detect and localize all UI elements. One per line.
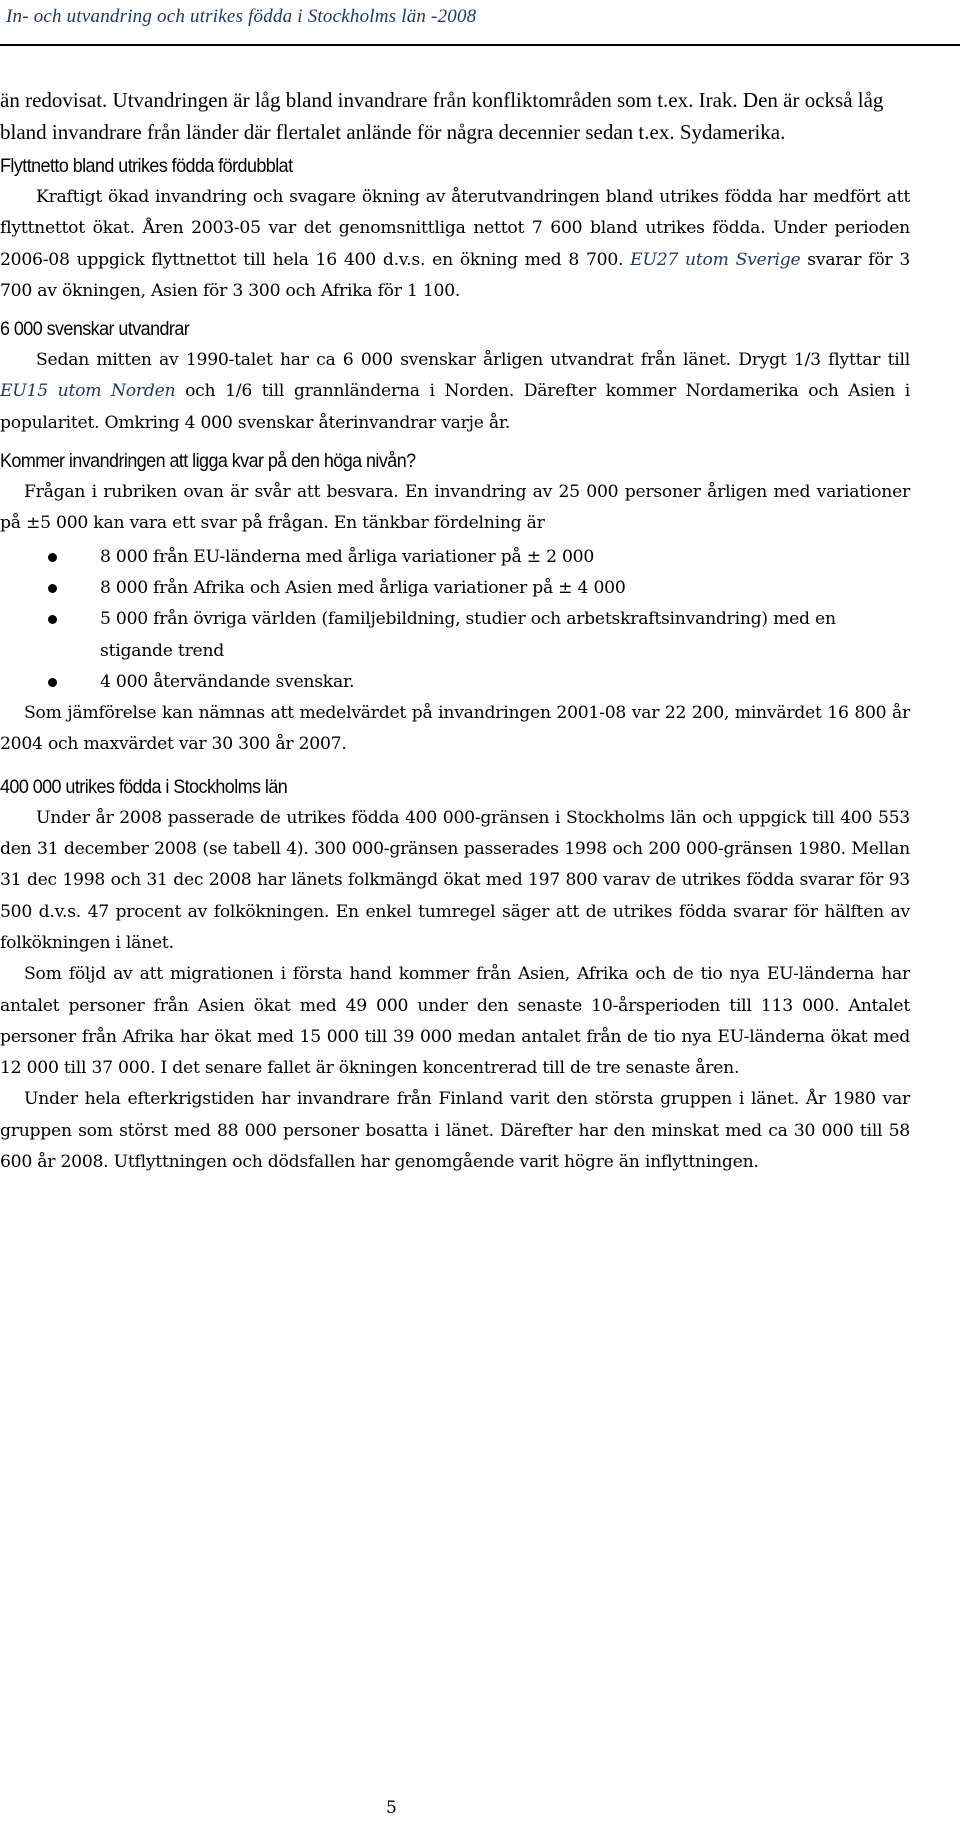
section-heading-flyttnetto: Flyttnetto bland utrikes födda fördubblat: [0, 155, 293, 177]
list-item-text: 5 000 från övriga världen (familjebildning, studier och arbetskraftsinvandring) med en stigande trend: [100, 609, 836, 661]
paragraph-invandringen: Frågan i rubriken ovan är svår att besvara. En invandring av 25 000 personer årligen med variationer på ±5 000 kan vara ett svar på frågan. En tänkbar fördelning är: [0, 482, 910, 534]
list-item: [0, 604, 910, 667]
list-item-text: 8 000 från EU-länderna med årliga variationer på ± 2 000: [100, 546, 595, 567]
italic-term: EU27 utom Sverige: [630, 249, 801, 270]
section-heading-svenskar: 6 000 svenskar utvandrar: [0, 318, 190, 341]
distribution-list: [0, 542, 910, 698]
paragraph-svenskar: [0, 345, 910, 439]
running-header: In- och utvandring och utrikes födda i Stockholms län -2008: [6, 6, 477, 27]
section-heading-utrikes-fodda: 400 000 utrikes födda i Stockholms län: [0, 775, 288, 798]
page-number: 5: [386, 1798, 397, 1818]
paragraph-text: svarar för 3 700 av ökningen, Asien för 3 300 och Afrika för 1 100.: [0, 249, 911, 301]
list-item: [0, 667, 910, 698]
list-item: [0, 573, 910, 604]
list-item: [0, 542, 910, 573]
list-item-text: 8 000 från Afrika och Asien med årliga variationer på ± 4 000: [100, 577, 626, 598]
page-content: [0, 84, 910, 1178]
bullet-icon: [48, 553, 57, 562]
list-item-text: 4 000 återvändande svenskar.: [100, 671, 355, 692]
header-divider: [0, 44, 960, 46]
paragraph-text: Sedan mitten av 1990-talet har ca 6 000 svenskar årligen utvandrat från länet. Drygt 1/3 flyttar till: [36, 350, 910, 371]
section-heading-invandringen: Kommer invandringen att ligga kvar på den höga nivån?: [0, 450, 416, 473]
bullet-icon: [48, 678, 57, 687]
bullet-icon: [48, 584, 57, 593]
paragraph-comparison: Som jämförelse kan nämnas att medelvärdet på invandringen 2001-08 var 22 200, minvärdet 16 800 år 2004 och maxvärdet var 30 300 år 2007.: [0, 703, 910, 755]
intro-paragraph: än redovisat. Utvandringen är låg bland invandrare från konfliktområden som t.ex. Irak. Den är också låg bland invandrare från länder där flertalet anlände för några decennier sedan t.ex. Sydamerika.: [0, 88, 884, 144]
bullet-icon: [48, 615, 57, 624]
paragraph-utrikes-2: Som följd av att migrationen i första hand kommer från Asien, Afrika och de tio nya EU-länderna har antalet personer från Asien ökat med 49 000 under den senaste 10-årsperioden till 113 000. Antalet personer från Afrika har ökat med 15 000 till 39 000 medan antalet från de tio nya EU-länderna ökat med 12 000 till 37 000. I det senare fallet är ökningen koncentrerad till de tre senaste åren.: [0, 964, 910, 1079]
paragraph-utrikes-1: Under år 2008 passerade de utrikes födda 400 000-gränsen i Stockholms län och uppgick till 400 553 den 31 december 2008 (se tabell 4). 300 000-gränsen passerades 1998 och 200 000-gränsen 1980. Mellan 31 dec 1998 och 31 dec 2008 har länets folkmängd ökat med 197 800 varav de utrikes födda svarar för 93 500 d.v.s. 47 procent av folkökningen. En enkel tumregel säger att de utrikes födda svarar för hälften av folkökningen i länet.: [0, 807, 910, 953]
paragraph-text: Kraftigt ökad invandring och svagare ökning av återutvandringen bland utrikes födda har medfört att flyttnettot ökat. Åren 2003-05 var det genomsnittliga nettot 7 600 bland utrikes födda. Under perioden 2006-08 uppgick flyttnettot till hela 16 400 d.v.s. en ökning med 8 700.: [0, 187, 910, 270]
paragraph-flyttnetto: [0, 182, 910, 307]
italic-term: EU15 utom Norden: [0, 381, 176, 402]
paragraph-utrikes-3: Under hela efterkrigstiden har invandrare från Finland varit den största gruppen i länet. År 1980 var gruppen som störst med 88 000 personer bosatta i länet. Därefter har den minskat med ca 30 000 till 58 600 år 2008. Utflyttningen och dödsfallen har genomgående varit högre än inflyttningen.: [0, 1089, 910, 1173]
paragraph-text: och 1/6 till grannländerna i Norden. Därefter kommer Nordamerika och Asien i popularitet. Omkring 4 000 svenskar återinvandrar varje år.: [0, 381, 910, 433]
